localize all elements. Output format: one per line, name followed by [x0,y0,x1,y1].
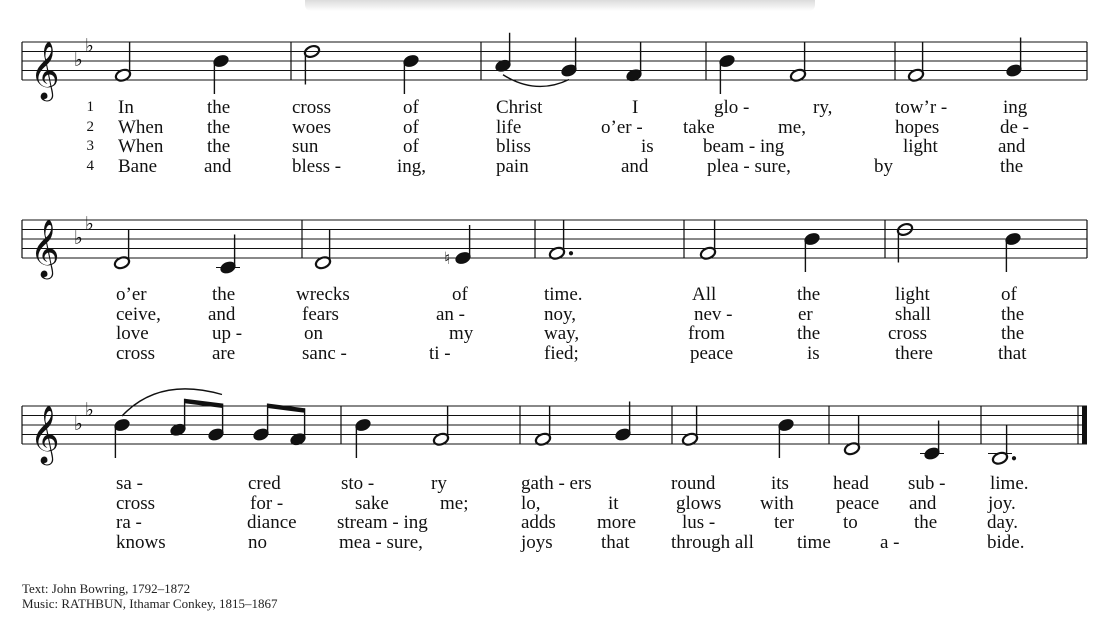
lyric-syllable: In [118,97,134,118]
lyric-syllable: bide. [987,531,1025,553]
lyric-syllable: All [692,284,717,305]
lyric-syllable: on [304,323,323,344]
lyric-syllable: and [621,155,649,177]
lyric-syllable: sub - [908,473,946,494]
lyric-syllable: is [641,136,654,157]
lyric-syllable: of [403,97,419,118]
lyric-syllable: round [671,473,716,494]
lyric-syllable: woes [292,116,332,138]
lyric-syllable: head [833,473,869,494]
lyric-syllable: I [632,97,639,118]
music-credit: Music: RATHBUN, Ithamar Conkey, 1815–1867 [22,596,278,611]
lyric-syllable: by [874,155,893,177]
lyric-syllable: time. [544,284,583,305]
lyric-syllable: love [116,323,149,344]
lyric-syllable: joy. [988,492,1016,514]
lyric-syllable: de - [1000,116,1030,138]
lyric-syllable: its [771,473,789,494]
lyric-syllable: the [797,284,821,305]
lyric-syllable: sanc - [302,342,347,364]
lyric-syllable: fears [302,303,339,325]
verse-number: 1 [86,99,94,115]
lyric-syllable: ry [431,473,447,494]
lyric-syllable: hopes [895,116,940,138]
lyric-syllable: bliss [496,136,531,157]
lyric-syllable: day. [987,512,1018,533]
lyric-syllable: the [207,97,231,118]
lyric-syllable: the [1000,155,1024,177]
lyric-syllable: plea - sure, [707,155,791,177]
lyric-syllable: lo, [521,492,541,514]
lyric-syllable: the [1001,303,1025,325]
flat-icon: ♭ [85,212,94,235]
lyric-syllable: the [797,323,821,344]
verse-number: 3 [86,138,94,154]
lyric-syllable: peace [836,492,880,514]
lyric-syllable: sa - [116,473,143,494]
lyric-syllable: with [760,492,794,514]
lyric-syllable: and [208,303,236,325]
lyric-syllable: glows [676,492,722,514]
lyric-syllable: adds [521,512,556,533]
lyric-syllable: way, [544,323,580,344]
lyric-syllable: mea - sure, [339,531,423,553]
lyric-syllable: the [914,512,938,533]
flat-icon: ♭ [74,49,83,71]
lyric-syllable: of [1001,284,1017,305]
lyric-syllable: cross [116,342,156,364]
lyric-syllable: a - [880,531,900,553]
slur [503,75,569,87]
lyric-syllable: ter [774,512,795,533]
lyric-syllable: take [683,116,715,138]
lyric-syllable: wrecks [296,284,350,305]
lyric-syllable: lime. [990,473,1029,494]
lyric-syllable: are [212,342,236,364]
lyric-syllable: noy, [544,303,577,325]
lyric-syllable: it [608,492,619,514]
lyric-syllable: of [452,284,468,305]
lyric-syllable: light [895,284,930,305]
verse-number: 4 [86,157,94,174]
lyric-syllable: pain [496,155,529,177]
lyric-syllable: and [909,492,937,514]
lyric-syllable: peace [690,342,734,364]
lyric-syllable: nev - [694,303,733,325]
lyric-syllable: sun [292,136,319,157]
treble-clef-icon: 𝄞 [30,219,60,277]
lyric-syllable: no [248,531,267,553]
verse-number: 2 [86,118,94,135]
lyric-syllable: of [403,116,419,138]
flat-icon: ♭ [85,398,94,421]
flat-icon: ♭ [74,227,83,249]
lyric-syllable: When [118,136,164,157]
lyric-syllable: sto - [341,473,375,494]
lyric-syllable: ing, [397,155,427,177]
lyric-syllable: cred [248,473,281,494]
augmentation-dot [1012,456,1016,460]
lyric-syllable: and [998,136,1026,157]
treble-clef-icon: 𝄞 [30,41,60,99]
lyric-syllable: beam - ing [703,136,785,157]
lyric-syllable: me, [778,116,806,138]
final-barline-thick [1082,406,1087,444]
lyric-syllable: sake [355,492,389,514]
lyric-syllable: the [1001,323,1025,344]
natural-icon: ♮ [444,249,451,269]
lyric-syllable: cross [888,323,928,344]
lyric-syllable: tow’r - [895,97,948,118]
lyric-syllable: ceive, [116,303,161,325]
lyric-syllable: and [204,155,232,177]
lyric-syllable: cross [292,97,332,118]
lyric-syllable: me; [440,492,469,514]
lyric-syllable: lus - [682,512,716,533]
lyric-syllable: that [998,342,1027,364]
lyric-syllable: my [449,323,474,344]
lyric-syllable: is [807,342,820,364]
eighth-beam [185,399,223,408]
lyric-syllable: o’er - [601,116,643,138]
lyric-syllable: the [207,116,231,138]
lyric-syllable: stream - ing [337,512,428,533]
lyric-syllable: for - [250,492,284,514]
lyric-syllable: fied; [544,342,579,364]
lyric-syllable: light [903,136,938,157]
lyric-syllable: ing [1003,97,1028,118]
lyric-syllable: o’er [116,284,147,305]
lyric-syllable: glo - [714,97,750,118]
lyric-syllable: diance [247,512,297,533]
lyric-syllable: ry, [813,97,833,118]
lyric-syllable: Christ [496,97,543,118]
lyric-syllable: shall [895,303,931,325]
lyric-syllable: When [118,116,164,138]
lyric-syllable: through all [671,531,754,553]
lyric-syllable: Bane [118,155,158,177]
lyric-syllable: life [496,116,522,138]
lyric-syllable: knows [116,531,166,553]
lyric-syllable: er [798,303,813,325]
flat-icon: ♭ [74,413,83,435]
lyric-syllable: the [212,284,236,305]
lyric-syllable: cross [116,492,156,514]
treble-clef-icon: 𝄞 [30,405,60,463]
lyric-syllable: the [207,136,231,157]
lyric-syllable: there [895,342,933,364]
lyric-syllable: up - [212,323,243,344]
lyric-syllable: an - [436,303,466,325]
flat-icon: ♭ [85,34,94,57]
lyric-syllable: gath - ers [521,473,592,494]
lyric-syllable: of [403,136,419,157]
lyric-syllable: from [688,323,725,344]
lyric-syllable: that [601,531,630,553]
lyric-syllable: ra - [116,512,142,533]
lyric-syllable: to [843,512,858,533]
augmentation-dot [569,251,573,255]
lyric-syllable: time [797,531,831,553]
text-credit: Text: John Bowring, 1792–1872 [22,581,191,596]
lyric-syllable: more [597,512,637,533]
lyric-syllable: joys [521,531,553,553]
lyric-syllable: ti - [429,342,451,364]
lyric-syllable: bless - [292,155,342,177]
eighth-beam [268,404,305,413]
